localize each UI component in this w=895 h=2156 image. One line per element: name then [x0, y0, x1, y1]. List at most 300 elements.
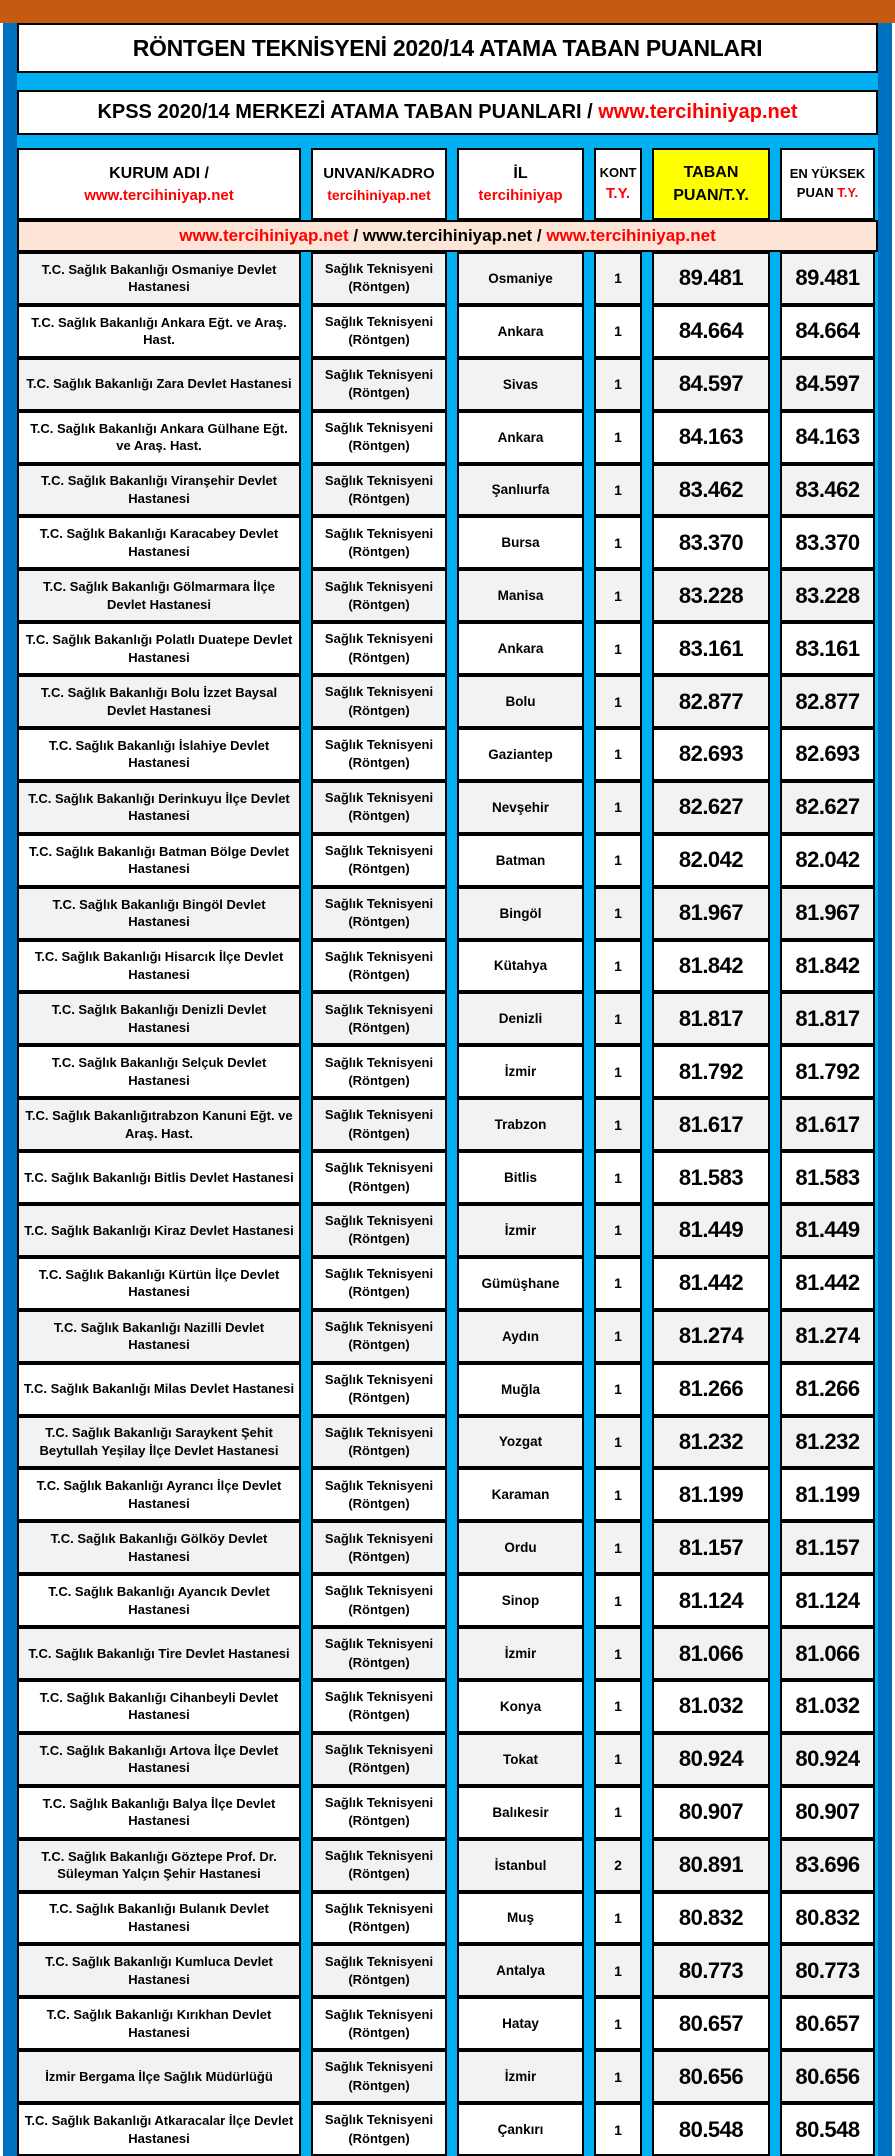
unvan-line2: (Röntgen) [348, 702, 410, 718]
taban-puan-value: 81.967 [678, 900, 744, 926]
taban-puan-cell [652, 1416, 770, 1469]
il-value: Antalya [496, 1963, 545, 1979]
banner-link-2: www.tercihiniyap.net [362, 226, 533, 245]
il-value: Kütahya [493, 958, 548, 974]
page-title: RÖNTGEN TEKNİSYENİ 2020/14 ATAMA TABAN PUANLARI [132, 34, 763, 61]
kurum-cell [17, 1627, 301, 1680]
unvan-line2: (Röntgen) [348, 1019, 410, 1035]
kurum-cell [17, 1839, 301, 1892]
unvan-line2: (Röntgen) [348, 2130, 410, 2146]
table-row [17, 992, 878, 1045]
page-subtitle-block [17, 90, 878, 135]
unvan-line2: (Röntgen) [348, 1178, 410, 1194]
il-value: Konya [499, 1698, 542, 1714]
taban-puan-value: 81.617 [678, 1111, 744, 1137]
unvan-cell [311, 1151, 447, 1204]
unvan-line2: (Röntgen) [348, 1654, 410, 1670]
taban-puan-value: 83.370 [678, 529, 744, 555]
unvan-line1: Sağlık Teknisyeni [324, 1371, 434, 1387]
taban-puan-cell [652, 1839, 770, 1892]
unvan-cell [311, 992, 447, 1045]
kurum-cell [17, 834, 301, 887]
unvan-line2: (Röntgen) [348, 1072, 410, 1088]
taban-puan-cell [652, 305, 770, 358]
kurum-name: T.C. Sağlık Bakanlığıtrabzon Kanuni Eğt. ve Araş. Hast. [25, 1108, 293, 1141]
unvan-line2: (Röntgen) [348, 2024, 410, 2040]
kurum-name: T.C. Sağlık Bakanlığı Denizli Devlet Hastanesi [51, 1002, 267, 1035]
unvan-line1: Sağlık Teknisyeni [324, 314, 434, 330]
unvan-line1: Sağlık Teknisyeni [324, 1583, 434, 1599]
taban-puan-value: 82.877 [678, 688, 744, 714]
en-yuksek-puan-value: 83.161 [795, 635, 860, 661]
kurum-cell [17, 1997, 301, 2050]
blue-stripe [17, 135, 878, 148]
kont-value: 1 [614, 852, 622, 869]
kurum-cell [17, 728, 301, 781]
en-yuksek-puan-cell [780, 1045, 875, 1098]
kurum-name: T.C. Sağlık Bakanlığı Zara Devlet Hastanesi [26, 376, 292, 392]
il-value: Osmaniye [488, 270, 553, 286]
en-yuksek-puan-value: 81.232 [795, 1428, 860, 1454]
kont-cell [594, 940, 642, 993]
il-value: Denizli [498, 1011, 543, 1027]
en-yuksek-puan-value: 80.924 [795, 1746, 860, 1772]
unvan-cell [311, 411, 447, 464]
en-yuksek-puan-value: 84.597 [795, 371, 860, 397]
en-yuksek-puan-cell [780, 1521, 875, 1574]
il-value: Karaman [491, 1487, 550, 1503]
banner-separator: / [532, 226, 547, 245]
il-cell [457, 1151, 584, 1204]
taban-puan-value: 82.042 [678, 847, 744, 873]
unvan-cell [311, 940, 447, 993]
unvan-cell [311, 1786, 447, 1839]
kont-cell [594, 1892, 642, 1945]
top-orange-bar [0, 0, 895, 23]
table-body [17, 252, 878, 2156]
en-yuksek-puan-value: 82.627 [795, 794, 860, 820]
en-yuksek-puan-value: 80.773 [795, 1957, 860, 1983]
en-yuksek-puan-cell [780, 1204, 875, 1257]
taban-puan-cell [652, 1627, 770, 1680]
kurum-name: T.C. Sağlık Bakanlığı Bolu İzzet Baysal Devlet Hastanesi [40, 685, 278, 718]
kurum-cell [17, 2050, 301, 2103]
taban-puan-value: 81.842 [678, 952, 744, 978]
en-yuksek-puan-value: 84.664 [795, 318, 860, 344]
en-yuksek-puan-cell [780, 252, 875, 305]
il-cell [457, 358, 584, 411]
en-yuksek-puan-value: 81.449 [795, 1217, 860, 1243]
il-value: İzmir [504, 2069, 537, 2085]
kurum-cell [17, 1363, 301, 1416]
table-row [17, 305, 878, 358]
unvan-line1: Sağlık Teknisyeni [324, 419, 434, 435]
en-yuksek-puan-cell [780, 1627, 875, 1680]
kont-cell [594, 1786, 642, 1839]
header-unvan-label: UNVAN/KADRO [323, 164, 435, 182]
kont-cell [594, 252, 642, 305]
il-cell [457, 305, 584, 358]
kont-value: 1 [614, 429, 622, 446]
unvan-line1: Sağlık Teknisyeni [324, 1424, 434, 1440]
unvan-line2: (Röntgen) [348, 1495, 410, 1511]
kurum-name: T.C. Sağlık Bakanlığı Milas Devlet Hastanesi [23, 1381, 295, 1397]
table-row [17, 1892, 878, 1945]
kurum-name: T.C. Sağlık Bakanlığı Gölköy Devlet Hastanesi [50, 1531, 268, 1564]
kurum-name: T.C. Sağlık Bakanlığı Ankara Gülhane Eğt. ve Araş. Hast. [30, 420, 288, 454]
il-value: Batman [495, 852, 546, 868]
kurum-name: T.C. Sağlık Bakanlığı Kiraz Devlet Hastanesi [24, 1222, 294, 1238]
kont-value: 1 [614, 1328, 622, 1345]
en-yuksek-puan-cell [780, 1892, 875, 1945]
unvan-cell [311, 2103, 447, 2156]
taban-puan-value: 81.442 [678, 1270, 744, 1296]
kont-value: 1 [614, 481, 622, 498]
il-cell [457, 1204, 584, 1257]
il-cell [457, 1468, 584, 1521]
il-value: Sivas [502, 376, 539, 392]
table-row [17, 834, 878, 887]
il-value: Bitlis [503, 1170, 537, 1186]
il-cell [457, 464, 584, 517]
content-frame [3, 23, 892, 2156]
unvan-cell [311, 1521, 447, 1574]
kurum-name: T.C. Sağlık Bakanlığı Bulanık Devlet Hastanesi [49, 1901, 269, 1934]
il-cell [457, 569, 584, 622]
table-row [17, 1944, 878, 1997]
en-yuksek-puan-cell [780, 2050, 875, 2103]
kont-value: 1 [614, 1698, 622, 1715]
taban-puan-cell [652, 940, 770, 993]
table-row [17, 516, 878, 569]
il-value: Hatay [502, 2016, 539, 2032]
banner-separator: / [348, 226, 363, 245]
taban-puan-cell [652, 2103, 770, 2156]
en-yuksek-puan-value: 82.042 [795, 847, 860, 873]
unvan-cell [311, 622, 447, 675]
taban-puan-value: 81.266 [678, 1376, 744, 1402]
kurum-name: T.C. Sağlık Bakanlığı Osmaniye Devlet Hastanesi [41, 261, 277, 295]
en-yuksek-puan-cell [780, 1680, 875, 1733]
kurum-cell [17, 411, 301, 464]
unvan-cell [311, 1627, 447, 1680]
en-yuksek-puan-value: 80.832 [795, 1904, 860, 1930]
taban-puan-value: 83.228 [678, 582, 744, 608]
en-yuksek-puan-value: 83.696 [795, 1852, 860, 1878]
kurum-cell [17, 940, 301, 993]
kont-value: 1 [614, 1804, 622, 1821]
kont-cell [594, 1627, 642, 1680]
taban-puan-value: 81.817 [678, 1005, 744, 1031]
en-yuksek-puan-cell [780, 464, 875, 517]
kurum-cell [17, 992, 301, 1045]
table-row [17, 1310, 878, 1363]
kurum-name: T.C. Sağlık Bakanlığı Karacabey Devlet Hastanesi [39, 526, 279, 559]
table-row [17, 1627, 878, 1680]
kont-cell [594, 464, 642, 517]
en-yuksek-puan-value: 83.370 [795, 529, 860, 555]
taban-puan-value: 81.274 [678, 1323, 744, 1349]
taban-puan-cell [652, 675, 770, 728]
kont-cell [594, 1257, 642, 1310]
unvan-line2: (Röntgen) [348, 279, 410, 295]
il-value: Ankara [497, 429, 544, 445]
il-value: Sinop [501, 1593, 540, 1609]
banner-link-1: www.tercihiniyap.net [179, 226, 349, 245]
kont-value: 1 [614, 2121, 622, 2138]
unvan-cell [311, 781, 447, 834]
taban-puan-cell [652, 1257, 770, 1310]
kurum-cell [17, 305, 301, 358]
il-value: Çankırı [497, 2122, 544, 2138]
en-yuksek-puan-cell [780, 1997, 875, 2050]
table-row [17, 675, 878, 728]
taban-puan-cell [652, 2050, 770, 2103]
header-kurum-link: www.tercihiniyap.net [84, 186, 234, 204]
header-unvan-link: tercihiniyap.net [327, 186, 431, 203]
taban-puan-value: 81.199 [678, 1481, 744, 1507]
il-cell [457, 1310, 584, 1363]
unvan-line1: Sağlık Teknisyeni [324, 2112, 434, 2128]
taban-puan-cell [652, 1098, 770, 1151]
kurum-cell [17, 1151, 301, 1204]
table-row [17, 1468, 878, 1521]
il-value: Bingöl [499, 905, 542, 921]
kurum-name: T.C. Sağlık Bakanlığı Göztepe Prof. Dr. Süleyman Yalçın Şehir Hastanesi [41, 1848, 277, 1882]
kont-cell [594, 1310, 642, 1363]
en-yuksek-puan-cell [780, 569, 875, 622]
kont-value: 1 [614, 1539, 622, 1556]
banner-link-3: www.tercihiniyap.net [546, 226, 716, 245]
il-cell [457, 1944, 584, 1997]
il-cell [457, 728, 584, 781]
unvan-cell [311, 1257, 447, 1310]
unvan-cell [311, 464, 447, 517]
taban-puan-value: 83.462 [678, 476, 744, 502]
en-yuksek-puan-cell [780, 516, 875, 569]
en-yuksek-puan-cell [780, 1468, 875, 1521]
taban-puan-cell [652, 992, 770, 1045]
kont-value: 1 [614, 1486, 622, 1503]
taban-puan-cell [652, 1363, 770, 1416]
unvan-line2: (Röntgen) [348, 490, 410, 506]
kurum-name: T.C. Sağlık Bakanlığı Polatlı Duatepe Devlet Hastanesi [25, 632, 293, 665]
il-value: Ankara [497, 641, 544, 657]
table-row [17, 1045, 878, 1098]
kurum-cell [17, 1045, 301, 1098]
kont-cell [594, 516, 642, 569]
en-yuksek-puan-value: 80.657 [795, 2010, 860, 2036]
kont-cell [594, 305, 642, 358]
il-cell [457, 940, 584, 993]
taban-puan-value: 81.792 [678, 1058, 744, 1084]
unvan-cell [311, 1310, 447, 1363]
kont-cell [594, 1839, 642, 1892]
il-value: Tokat [502, 1751, 538, 1767]
kurum-name: T.C. Sağlık Bakanlığı Viranşehir Devlet Hastanesi [40, 473, 278, 506]
kont-value: 1 [614, 1169, 622, 1186]
kurum-cell [17, 1416, 301, 1469]
en-yuksek-puan-value: 82.693 [795, 741, 860, 767]
en-yuksek-puan-cell [780, 411, 875, 464]
kont-cell [594, 675, 642, 728]
taban-puan-cell [652, 1521, 770, 1574]
en-yuksek-puan-cell [780, 1151, 875, 1204]
kurum-cell [17, 781, 301, 834]
il-value: Ordu [504, 1540, 537, 1556]
kurum-name: T.C. Sağlık Bakanlığı Atkaracalar İlçe Devlet Hastanesi [24, 2113, 294, 2146]
taban-puan-cell [652, 834, 770, 887]
il-cell [457, 1045, 584, 1098]
table-row [17, 1204, 878, 1257]
il-cell [457, 622, 584, 675]
unvan-line1: Sağlık Teknisyeni [324, 1213, 434, 1229]
il-cell [457, 1892, 584, 1945]
unvan-line1: Sağlık Teknisyeni [324, 1742, 434, 1758]
header-kurum-label: KURUM ADI / [109, 164, 209, 182]
taban-puan-value: 81.032 [678, 1693, 744, 1719]
en-yuksek-puan-cell [780, 1310, 875, 1363]
il-value: Manisa [497, 588, 544, 604]
kont-cell [594, 1468, 642, 1521]
unvan-cell [311, 675, 447, 728]
unvan-cell [311, 887, 447, 940]
unvan-cell [311, 834, 447, 887]
kont-value: 1 [614, 1116, 622, 1133]
kurum-cell [17, 464, 301, 517]
kont-value: 1 [614, 1222, 622, 1239]
en-yuksek-puan-value: 81.817 [795, 1005, 860, 1031]
taban-puan-value: 81.066 [678, 1640, 744, 1666]
taban-puan-cell [652, 358, 770, 411]
kurum-cell [17, 1944, 301, 1997]
taban-puan-cell [652, 1786, 770, 1839]
kont-cell [594, 1521, 642, 1574]
table-row [17, 781, 878, 834]
en-yuksek-puan-cell [780, 1098, 875, 1151]
en-yuksek-puan-cell [780, 1733, 875, 1786]
kont-cell [594, 887, 642, 940]
unvan-line1: Sağlık Teknisyeni [324, 1900, 434, 1916]
taban-puan-cell [652, 887, 770, 940]
taban-puan-value: 81.232 [678, 1428, 744, 1454]
kurum-name: T.C. Sağlık Bakanlığı Ayancık Devlet Hastanesi [48, 1584, 270, 1617]
il-value: Şanlıurfa [491, 482, 550, 498]
unvan-line2: (Röntgen) [348, 808, 410, 824]
kurum-cell [17, 1257, 301, 1310]
unvan-cell [311, 358, 447, 411]
unvan-cell [311, 1944, 447, 1997]
unvan-line2: (Röntgen) [348, 1760, 410, 1776]
table-row [17, 1098, 878, 1151]
en-yuksek-puan-value: 81.792 [795, 1058, 860, 1084]
il-cell [457, 1363, 584, 1416]
kurum-name: T.C. Sağlık Bakanlığı Hisarcık İlçe Devlet Hastanesi [34, 949, 284, 982]
kont-value: 1 [614, 746, 622, 763]
kont-cell [594, 1997, 642, 2050]
taban-puan-value: 81.124 [678, 1587, 744, 1613]
taban-puan-cell [652, 411, 770, 464]
kont-cell [594, 1574, 642, 1627]
kurum-cell [17, 1204, 301, 1257]
taban-puan-value: 80.832 [678, 1904, 744, 1930]
en-yuksek-puan-cell [780, 728, 875, 781]
column-header-en-yuksek [780, 148, 875, 220]
kont-cell [594, 1098, 642, 1151]
en-yuksek-puan-cell [780, 1257, 875, 1310]
il-cell [457, 781, 584, 834]
unvan-line1: Sağlık Teknisyeni [324, 895, 434, 911]
unvan-cell [311, 305, 447, 358]
il-cell [457, 1416, 584, 1469]
header-taban-line2: PUAN/T.Y. [673, 187, 749, 204]
en-yuksek-puan-value: 80.907 [795, 1799, 860, 1825]
en-yuksek-puan-cell [780, 1363, 875, 1416]
kurum-name: T.C. Sağlık Bakanlığı Selçuk Devlet Hastanesi [51, 1055, 267, 1088]
kont-value: 1 [614, 640, 622, 657]
kont-value: 2 [614, 1857, 622, 1874]
taban-puan-value: 80.891 [678, 1852, 744, 1878]
unvan-line2: (Röntgen) [348, 755, 410, 771]
en-yuksek-puan-cell [780, 1944, 875, 1997]
table-row [17, 1521, 878, 1574]
unvan-line1: Sağlık Teknisyeni [324, 1795, 434, 1811]
il-cell [457, 516, 584, 569]
il-value: İzmir [504, 1222, 537, 1238]
kurum-name: T.C. Sağlık Bakanlığı İslahiye Devlet Hastanesi [48, 737, 270, 771]
taban-puan-value: 89.481 [678, 265, 744, 291]
taban-puan-cell [652, 1733, 770, 1786]
en-yuksek-puan-value: 81.967 [795, 900, 860, 926]
unvan-line2: (Röntgen) [348, 914, 410, 930]
kurum-cell [17, 1468, 301, 1521]
en-yuksek-puan-value: 80.548 [795, 2116, 860, 2142]
taban-puan-cell [652, 1574, 770, 1627]
kont-cell [594, 2050, 642, 2103]
unvan-line1: Sağlık Teknisyeni [324, 367, 434, 383]
blue-stripe [17, 73, 878, 90]
kurum-cell [17, 675, 301, 728]
kurum-name: T.C. Sağlık Bakanlığı Kumluca Devlet Hastanesi [45, 1954, 273, 1987]
taban-puan-cell [652, 464, 770, 517]
il-cell [457, 1574, 584, 1627]
subtitle-site-link: www.tercihiniyap.net [598, 101, 798, 123]
unvan-line1: Sağlık Teknisyeni [324, 578, 434, 594]
il-cell [457, 2103, 584, 2156]
kont-value: 1 [614, 270, 622, 287]
kont-value: 1 [614, 2068, 622, 2085]
unvan-cell [311, 728, 447, 781]
kurum-cell [17, 887, 301, 940]
kurum-name: T.C. Sağlık Bakanlığı Bingöl Devlet Hastanesi [52, 896, 266, 930]
taban-puan-value: 83.161 [678, 635, 744, 661]
kurum-name: T.C. Sağlık Bakanlığı Nazilli Devlet Hastanesi [53, 1319, 265, 1353]
kurum-name: T.C. Sağlık Bakanlığı Cihanbeyli Devlet Hastanesi [39, 1689, 279, 1723]
unvan-line1: Sağlık Teknisyeni [324, 1319, 434, 1335]
kont-value: 1 [614, 1063, 622, 1080]
il-value: Gümüşhane [481, 1275, 560, 1291]
il-cell [457, 1839, 584, 1892]
unvan-line1: Sağlık Teknisyeni [324, 1107, 434, 1123]
il-value: Trabzon [494, 1117, 547, 1133]
kurum-cell [17, 1786, 301, 1839]
taban-puan-value: 80.924 [678, 1746, 744, 1772]
en-yuksek-puan-value: 81.617 [795, 1111, 860, 1137]
header-taban-line1: TABAN [683, 163, 739, 181]
unvan-line1: Sağlık Teknisyeni [324, 1530, 434, 1546]
en-yuksek-puan-value: 81.199 [795, 1481, 860, 1507]
kurum-cell [17, 622, 301, 675]
